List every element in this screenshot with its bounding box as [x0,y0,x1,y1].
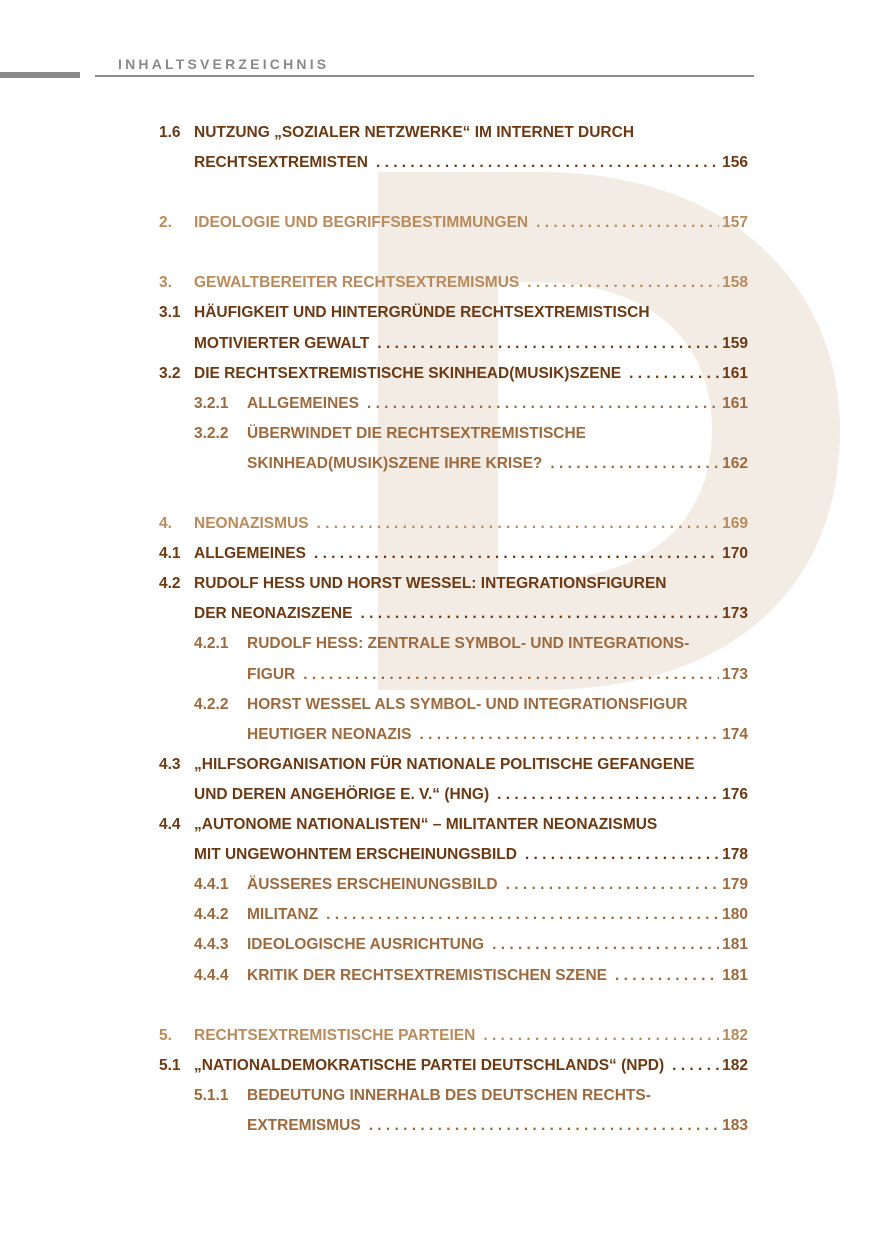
toc-entry-line[interactable] [247,1085,748,1107]
toc-entry-number: 4. [159,515,172,532]
toc-page-number: 180 [722,906,748,924]
toc-entry[interactable] [247,965,748,987]
toc-entry[interactable] [194,1055,748,1077]
toc-page-number: 161 [722,364,748,382]
toc-entry-title: MOTIVIERTER GEWALT [194,334,370,352]
toc-page-number: 173 [722,605,748,623]
toc-entry-title: RECHTSEXTREMISTISCHE PARTEIEN [194,1026,476,1044]
toc-entry-line[interactable] [194,814,748,836]
toc-entry-number: 4.1 [159,545,181,563]
toc-dot-leader [527,272,719,294]
toc-entry-title: IDEOLOGIE UND BEGRIFFSBESTIMMUNGEN [194,214,529,232]
toc-dot-leader [483,1025,719,1047]
toc-entry-line[interactable] [247,694,748,716]
toc-entry-title: NEONAZISMUS [194,515,309,532]
toc-dot-leader [497,784,719,806]
toc-page-number: 182 [722,1026,748,1044]
toc-page-number: 169 [722,515,748,532]
toc-page-number: 176 [722,785,748,803]
toc-entry-title: „NATIONALDEMOKRATISCHE PARTEI DEUTSCHLANDS“ (NPD) [194,1056,665,1074]
toc-entry-title: RECHTSEXTREMISTEN [194,154,368,172]
toc-entry-number: 3. [159,274,172,292]
toc-entry[interactable] [247,904,748,926]
toc-entry[interactable] [247,874,748,896]
toc-entry-number: 4.4.1 [194,876,229,894]
toc-entry-number: 4.2.1 [194,635,229,653]
toc-entry-number: 4.3 [159,755,181,773]
toc-entry-number: 2. [159,214,172,232]
toc-entry-number: 4.4.4 [194,966,229,984]
toc-entry-number: 4.2 [159,575,181,593]
toc-entry[interactable] [194,272,748,294]
toc-page-number: 161 [722,394,748,412]
toc-dot-leader [629,363,719,385]
toc-dot-leader [369,1115,719,1137]
toc-entry[interactable] [194,513,748,535]
toc-entry-title: ÜBERWINDET DIE RECHTSEXTREMISTISCHE [247,424,587,442]
toc-entry-title: NUTZUNG „SOZIALER NETZWERKE“ IM INTERNET DURCH [194,124,635,141]
toc-entry-line[interactable] [194,573,748,595]
toc-page-number: 174 [722,725,748,743]
toc-dot-leader [672,1055,719,1077]
toc-entry-number: 4.4.3 [194,936,229,954]
toc-entry-line[interactable] [194,122,748,144]
toc-entry-number: 4.4.2 [194,906,229,924]
toc-page-number: 158 [722,274,748,292]
toc-entry[interactable] [194,784,748,806]
header-rule [95,75,754,77]
toc-entry-title: BEDEUTUNG INNERHALB DES DEUTSCHEN RECHTS- [247,1086,651,1104]
toc-dot-leader [615,965,719,987]
toc-entry-title: RUDOLF HESS: ZENTRALE SYMBOL- UND INTEGRATIONS- [247,635,690,653]
toc-page-number: 170 [722,545,748,563]
toc-entry-number: 3.2.2 [194,424,229,442]
toc-entry-title: FIGUR [247,665,296,683]
toc-page-number: 178 [722,846,748,864]
toc-page-number: 181 [722,966,748,984]
toc-entry-title: IDEOLOGISCHE AUSRICHTUNG [247,936,485,954]
toc-dot-leader [317,513,720,535]
toc-page-number: 157 [722,214,748,232]
toc-entry-title: MIT UNGEWOHNTEM ERSCHEINUNGSBILD [194,846,517,864]
toc-entry-number: 4.4 [159,816,181,833]
toc-entry-title: SKINHEAD(MUSIK)SZENE IHRE KRISE? [247,454,543,472]
toc-entry-title: KRITIK DER RECHTSEXTREMISTISCHEN SZENE [247,966,607,984]
toc-dot-leader [314,543,719,565]
toc-entry[interactable] [247,393,748,415]
toc-dot-leader [360,603,719,625]
toc-entry[interactable] [194,363,748,385]
toc-entry[interactable] [194,543,748,565]
toc-entry-title: ÄUSSERES ERSCHEINUNGSBILD [247,876,498,894]
header-left-bar [0,72,80,78]
running-header-title: INHALTSVERZEICHNIS [118,56,330,72]
toc-page-number: 183 [722,1116,748,1134]
toc-dot-leader [525,844,719,866]
toc-dot-leader [303,664,719,686]
toc-entry-line[interactable] [194,302,748,324]
toc-entry-line[interactable] [247,423,748,445]
toc-entry-title: DIE RECHTSEXTREMISTISCHE SKINHEAD(MUSIK)SZENE [194,364,622,382]
toc-entry-title: EXTREMISMUS [247,1116,361,1134]
toc-dot-leader [550,453,719,475]
toc-entry-title: „AUTONOME NATIONALISTEN“ – MILITANTER NEONAZISMUS [194,816,658,833]
toc-entry-title: HÄUFIGKEIT UND HINTERGRÜNDE RECHTSEXTREMISTISCH [194,304,650,322]
toc-entry[interactable] [194,844,748,866]
toc-entry-number: 1.6 [159,124,181,141]
toc-dot-leader [506,874,720,896]
toc-entry-title: DER NEONAZISZENE [194,605,353,623]
toc-entry-number: 3.1 [159,304,181,322]
toc-entry-number: 5.1 [159,1056,181,1074]
toc-page-number: 173 [722,665,748,683]
toc-entry-line[interactable] [247,633,748,655]
toc-entry-number: 3.2.1 [194,394,229,412]
toc-dot-leader [376,152,719,174]
toc-page-number: 179 [722,876,748,894]
toc-entry[interactable] [194,603,748,625]
toc-entry-title: „HILFSORGANISATION FÜR NATIONALE POLITISCHE GEFANGENE [194,755,695,773]
toc-entry[interactable] [247,1115,748,1137]
toc-entry-title: GEWALTBEREITER RECHTSEXTREMISMUS [194,274,520,292]
toc-entry-number: 3.2 [159,364,181,382]
toc-entry[interactable] [194,1025,748,1047]
toc-entry-title: HORST WESSEL ALS SYMBOL- UND INTEGRATIONSFIGUR [247,695,688,713]
toc-dot-leader [377,333,719,355]
toc-entry-number: 4.2.2 [194,695,229,713]
toc-page-number: 181 [722,936,748,954]
toc-entry-number: 5. [159,1026,172,1044]
toc-entry[interactable] [194,212,748,234]
toc-entry[interactable] [247,724,748,746]
toc-entry[interactable] [247,934,748,956]
toc-entry-title: ALLGEMEINES [194,545,306,563]
toc-dot-leader [492,934,719,956]
toc-page-number: 156 [722,154,748,172]
toc-dot-leader [419,724,719,746]
toc-page-number: 162 [722,454,748,472]
toc-entry-line[interactable] [194,754,748,776]
toc-entry[interactable] [194,333,748,355]
toc-entry[interactable] [247,453,748,475]
toc-entry-title: UND DEREN ANGEHÖRIGE E. V.“ (HNG) [194,785,490,803]
toc-dot-leader [367,393,719,415]
toc-page-number: 182 [722,1056,748,1074]
toc-entry-title: MILITANZ [247,906,319,924]
toc-dot-leader [536,212,719,234]
toc-entry-title: RUDOLF HESS UND HORST WESSEL: INTEGRATIONSFIGUREN [194,575,667,593]
toc-dot-leader [326,904,719,926]
toc-entry[interactable] [247,664,748,686]
toc-entry[interactable] [194,152,748,174]
toc-entry-number: 5.1.1 [194,1086,229,1104]
toc-entry-title: HEUTIGER NEONAZIS [247,725,412,743]
toc-page-number: 159 [722,334,748,352]
toc-entry-title: ALLGEMEINES [247,394,359,412]
